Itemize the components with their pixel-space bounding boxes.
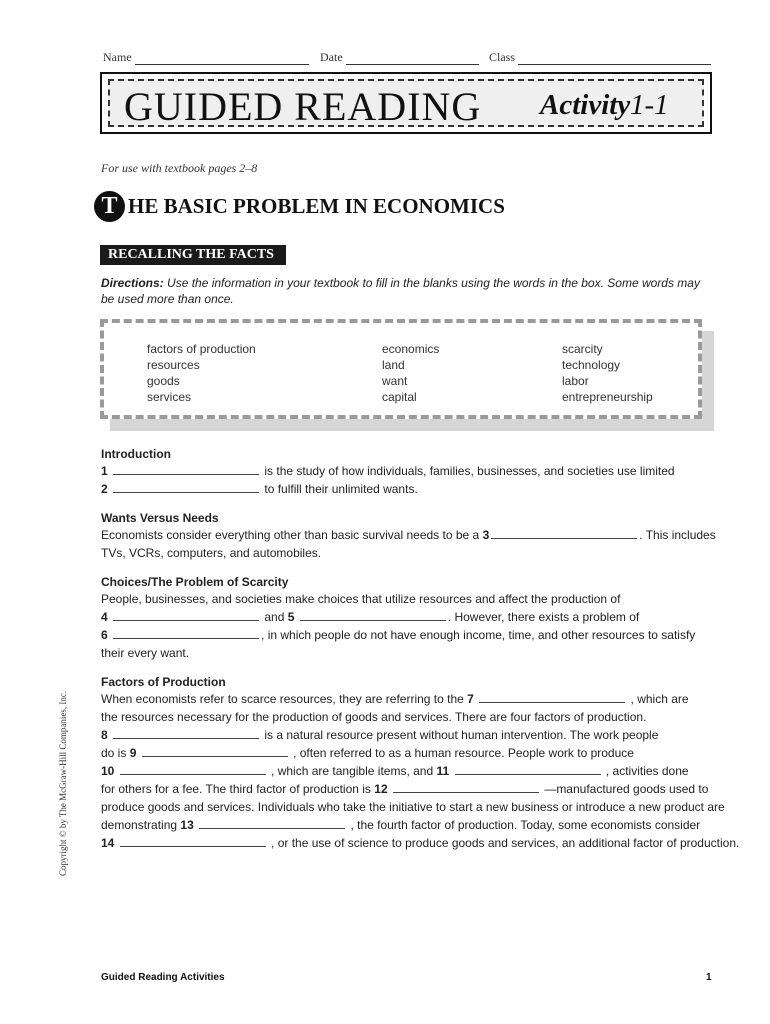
question-line-7b: the resources necessary for the production of goods and services. There are four factors of production. xyxy=(101,710,647,724)
question-line-1 xyxy=(101,462,721,480)
question-line-3 xyxy=(101,526,721,544)
question-text: —manufactured goods used to xyxy=(544,782,709,796)
question-line-12 xyxy=(101,780,721,798)
answer-blank-8[interactable] xyxy=(113,727,259,739)
question-line-choices-intro: People, businesses, and societies make choices that utilize resources and affect the production of xyxy=(101,592,621,606)
word-item: labor xyxy=(562,374,589,388)
question-text: , the fourth factor of production. Today, some economists consider xyxy=(350,818,701,832)
question-text: , or the use of science to produce goods and services, an additional factor of production. xyxy=(271,836,740,850)
answer-blank-12[interactable] xyxy=(393,781,539,793)
question-text: do is xyxy=(101,746,127,760)
blank-number-14: 14 xyxy=(101,836,115,850)
answer-blank-10[interactable] xyxy=(120,763,266,775)
question-text: and xyxy=(264,610,285,624)
copyright-notice: Copyright © by The McGraw-Hill Companies, Inc. xyxy=(58,690,68,876)
date-line[interactable] xyxy=(346,52,479,65)
answer-blank-11[interactable] xyxy=(455,763,601,775)
word-item: services xyxy=(147,390,192,404)
question-text: for others for a fee. The third factor of production is xyxy=(101,782,371,796)
directions-label: Directions: xyxy=(101,276,164,290)
question-text: to fulfill their unlimited wants. xyxy=(264,482,418,496)
question-text: is the study of how individuals, families, businesses, and societies use limited xyxy=(264,464,675,478)
blank-number-10: 10 xyxy=(101,764,115,778)
blank-number-8: 8 xyxy=(101,728,108,742)
section-heading-bar: RECALLING THE FACTS xyxy=(100,245,286,265)
question-text: . This includes xyxy=(639,528,716,542)
word-item: scarcity xyxy=(562,342,603,356)
answer-blank-5[interactable] xyxy=(300,609,446,621)
word-item: technology xyxy=(562,358,621,372)
question-line-4-5 xyxy=(101,608,721,626)
blank-number-6: 6 xyxy=(101,628,108,642)
blank-number-7: 7 xyxy=(467,692,474,706)
word-column-1 xyxy=(147,341,256,405)
blank-number-11: 11 xyxy=(436,764,450,778)
word-item: entrepreneurship xyxy=(562,390,653,404)
chapter-initial-badge: T xyxy=(94,191,125,222)
name-field[interactable] xyxy=(103,50,309,65)
answer-blank-6[interactable] xyxy=(113,627,259,639)
date-label: Date xyxy=(320,50,343,64)
question-text: , activities done xyxy=(605,764,689,778)
banner-title: GUIDED READING xyxy=(124,84,482,129)
textbook-pages-note: For use with textbook pages 2–8 xyxy=(101,161,258,175)
word-item: factors of production xyxy=(147,342,256,356)
class-line[interactable] xyxy=(518,52,711,65)
question-line-9 xyxy=(101,744,721,762)
question-line-6b: their every want. xyxy=(101,646,190,660)
answer-blank-3[interactable] xyxy=(491,527,637,539)
directions xyxy=(101,275,701,307)
question-line-7 xyxy=(101,690,721,708)
question-text: When economists refer to scarce resources, they are referring to the xyxy=(101,692,464,706)
blank-number-1: 1 xyxy=(101,464,108,478)
directions-text: Use the information in your textbook to fill in the blanks using the words in the box. Some words may be used more than once. xyxy=(101,276,700,306)
answer-blank-14[interactable] xyxy=(120,835,266,847)
banner-activity-number: 1-1 xyxy=(630,89,669,121)
question-text: , in which people do not have enough income, time, and other resources to satisfy xyxy=(261,628,696,642)
question-text: , which are xyxy=(630,692,689,706)
question-line-14 xyxy=(101,834,740,852)
blank-number-12: 12 xyxy=(374,782,388,796)
name-line[interactable] xyxy=(135,52,309,65)
question-text: . However, there exists a problem of xyxy=(447,610,640,624)
page-number: 1 xyxy=(706,972,712,983)
question-line-6 xyxy=(101,626,721,644)
question-line-10-11 xyxy=(101,762,721,780)
question-text: , which are tangible items, and xyxy=(271,764,434,778)
answer-blank-9[interactable] xyxy=(142,745,288,757)
word-item: want xyxy=(382,374,408,388)
answer-blank-2[interactable] xyxy=(113,481,259,493)
footer-title: Guided Reading Activities xyxy=(101,972,225,983)
blank-number-13: 13 xyxy=(180,818,194,832)
section-heading-factors: Factors of Production xyxy=(101,675,226,689)
question-line-13 xyxy=(101,816,721,834)
answer-blank-13[interactable] xyxy=(199,817,345,829)
date-field[interactable] xyxy=(320,50,479,65)
question-text: Economists consider everything other than basic survival needs to be a xyxy=(101,528,480,542)
worksheet-body xyxy=(101,446,740,852)
word-item: resources xyxy=(147,358,200,372)
word-item: goods xyxy=(147,374,180,388)
word-item: capital xyxy=(382,390,417,404)
word-box xyxy=(100,319,702,419)
blank-number-5: 5 xyxy=(287,610,295,624)
word-column-3 xyxy=(562,341,653,405)
section-heading-choices: Choices/The Problem of Scarcity xyxy=(101,575,289,589)
banner-activity: Activity xyxy=(540,89,631,121)
question-line-12b: produce goods and services. Individuals who take the initiative to start a new business or introduce a new product are xyxy=(101,800,725,814)
blank-number-4: 4 xyxy=(101,610,108,624)
word-item: land xyxy=(382,358,405,372)
chapter-title: HE BASIC PROBLEM IN ECONOMICS xyxy=(128,194,505,218)
blank-number-3: 3 xyxy=(482,528,490,542)
question-text: , often referred to as a human resource. People work to produce xyxy=(293,746,634,760)
name-label: Name xyxy=(103,50,132,64)
title-banner xyxy=(100,72,712,134)
question-line-8 xyxy=(101,726,721,744)
section-heading-introduction: Introduction xyxy=(101,447,171,461)
class-field[interactable] xyxy=(489,50,711,65)
section-heading-wants: Wants Versus Needs xyxy=(101,511,219,525)
blank-number-2: 2 xyxy=(101,482,108,496)
answer-blank-7[interactable] xyxy=(479,691,625,703)
banner-dashed-frame xyxy=(108,79,704,127)
question-line-3b: TVs, VCRs, computers, and automobiles. xyxy=(101,546,322,560)
question-text: demonstrating xyxy=(101,818,178,832)
class-label: Class xyxy=(489,50,516,64)
word-column-2 xyxy=(382,341,439,405)
answer-blank-4[interactable] xyxy=(113,609,259,621)
blank-number-9: 9 xyxy=(129,746,137,760)
question-line-2 xyxy=(101,480,721,498)
question-text: is a natural resource present without human intervention. The work people xyxy=(264,728,659,742)
word-item: economics xyxy=(382,342,440,356)
answer-blank-1[interactable] xyxy=(113,463,259,475)
